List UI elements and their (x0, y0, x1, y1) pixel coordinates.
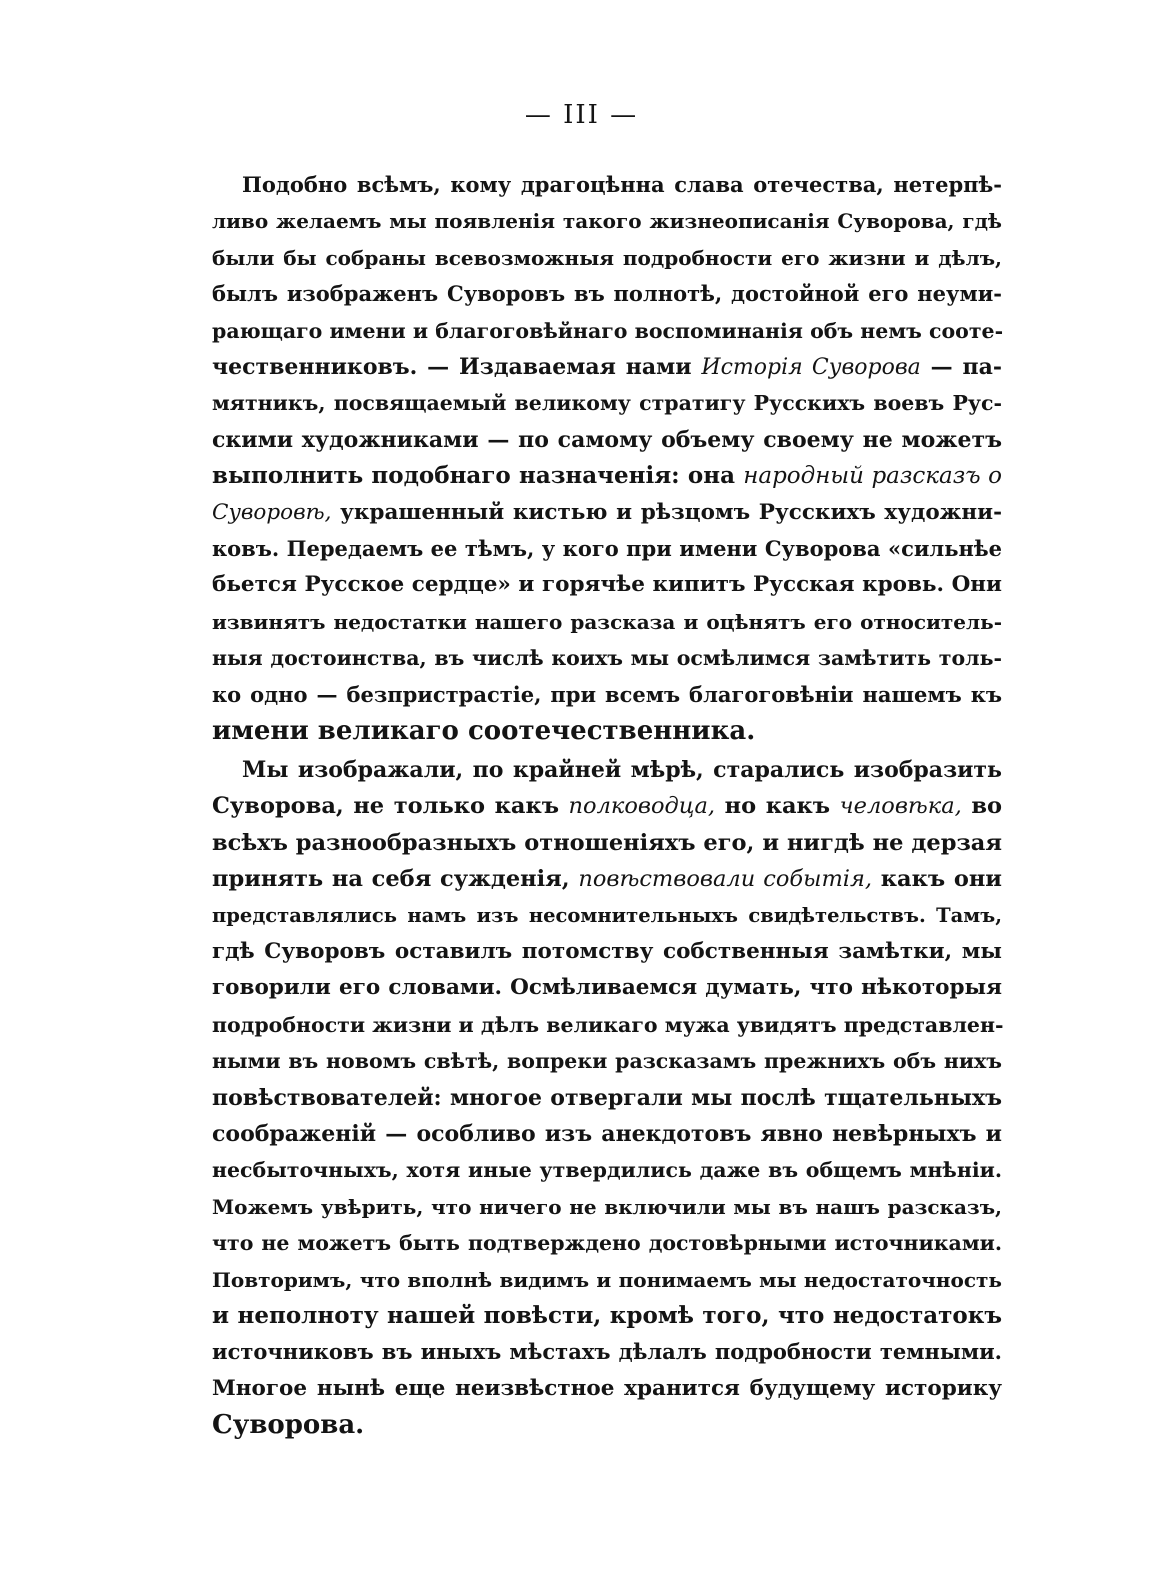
text-line (212, 312, 1002, 350)
text-segment: и неполноту нашей повѣсти, кромѣ того, что недостатокъ (212, 1302, 1002, 1329)
text-segment: имени великаго соотечественника. (212, 716, 756, 746)
text-segment: представлялись намъ изъ несомнительныхъ свидѣтельствъ. Тамъ, (212, 903, 1002, 927)
text-line (212, 1370, 1002, 1408)
text-line (212, 530, 1002, 568)
text-segment: ковъ. Передаемъ ее тѣмъ, у кого при имени Суворова «сильнѣе (212, 536, 1002, 561)
text-segment: ко одно — безпристрастіе, при всемъ благоговѣніи нашемъ къ (212, 681, 1002, 707)
text-line (212, 457, 1002, 495)
text-segment: чественниковъ. — Издаваемая нами (212, 354, 702, 380)
italic-phrase: Суворовѣ, (212, 499, 332, 525)
text-segment: Суворова, не только какъ (212, 793, 569, 820)
text-line (212, 1079, 1002, 1117)
text-line (212, 712, 1002, 750)
text-segment: какъ они (872, 866, 1002, 893)
text-segment: гдѣ Суворовъ оставилъ потомству собственныя замѣтки, мы (212, 939, 1002, 964)
text-line (212, 202, 1002, 240)
text-line (212, 933, 1002, 971)
text-line (212, 824, 1002, 862)
text-line (212, 1188, 1002, 1226)
text-segment: скими художниками — по самому объему своему не можетъ (212, 426, 1002, 453)
text-line (212, 1297, 1002, 1335)
text-segment: несбыточныхъ, хотя иные утвердились даже въ общемъ мнѣніи. (212, 1158, 1002, 1183)
text-line (212, 1151, 1002, 1189)
text-line (212, 348, 1002, 386)
italic-phrase: повѣствовали событія, (578, 866, 873, 893)
text-segment: Суворова. (212, 1410, 365, 1441)
text-segment: Мы изображали, по крайней мѣрѣ, старались изобразить (242, 757, 1002, 783)
text-segment: были бы собраны всевозможныя подробности его жизни и дѣлъ, (212, 245, 1002, 270)
text-line (212, 1224, 1002, 1262)
text-line (242, 166, 1002, 204)
text-line (212, 1042, 1002, 1080)
text-line (212, 787, 1002, 825)
text-line (212, 969, 1002, 1007)
italic-phrase: полководца, (568, 793, 716, 820)
text-segment: Можемъ увѣрить, что ничего не включили мы въ нашъ разсказъ, (212, 1194, 1002, 1219)
text-line (212, 384, 1002, 422)
text-segment: Подобно всѣмъ, кому драгоцѣнна слава отечества, нетерпѣ- (242, 172, 1002, 197)
text-segment: но какъ (715, 793, 840, 820)
text-segment: извинятъ недостатки нашего разсказа и оцѣнятъ его относитель- (212, 609, 1002, 634)
text-segment: ными въ новомъ свѣтѣ, вопреки разсказамъ прежнихъ объ нихъ (212, 1049, 1002, 1074)
italic-phrase: Исторія Суворова (701, 355, 921, 380)
text-segment: Многое нынѣ еще неизвѣстное хранится будущему историку (212, 1375, 1002, 1401)
text-segment: украшенный кистью и рѣзцомъ Русскихъ художни- (331, 499, 1002, 525)
text-line (212, 639, 1002, 677)
italic-phrase: человѣка, (839, 793, 962, 820)
text-line (212, 494, 1002, 532)
text-segment: рающаго имени и благоговѣйнаго воспоминанія объ немъ соотe- (212, 318, 1004, 343)
text-line (212, 860, 1002, 898)
text-line (212, 239, 1002, 277)
text-segment: во (961, 793, 1003, 820)
text-line (212, 421, 1002, 459)
text-segment: выполнить подобнаго назначенія: она (212, 462, 744, 490)
text-segment: Повторимъ, что вполнѣ видимъ и понимаемъ мы недостаточность (212, 1267, 1002, 1292)
text-line (212, 676, 1002, 714)
text-segment: источниковъ въ иныхъ мѣстахъ дѣлалъ подробности темными. (212, 1339, 1002, 1365)
text-segment: ливо желаемъ мы появленія такого жизнеописанія Суворова, гдѣ (212, 209, 1002, 234)
text-segment: всѣхъ разнообразныхъ отношеніяхъ его, и нигдѣ не дерзая (212, 829, 1002, 856)
text-line (212, 275, 1002, 313)
text-segment: принять на себя сужденія, (212, 866, 579, 893)
text-segment: бьется Русское сердце» и горячѣе кипитъ Русская кровь. Они (212, 572, 1002, 598)
text-line (212, 897, 1002, 935)
text-segment: что не можетъ быть подтверждено достовѣрными источниками. (212, 1231, 1002, 1256)
text-line (212, 603, 1002, 641)
text-segment: говорили его словами. Осмѣливаемся думать, что нѣкоторыя (212, 975, 1002, 1001)
text-line (212, 1006, 1002, 1044)
text-segment: соображеній — особливо изъ анекдотовъ явно невѣрныхъ и (212, 1121, 1002, 1147)
text-segment: мятникъ, посвящаемый великому стратигу Русскихъ воевъ Рус- (212, 391, 1002, 416)
text-line (212, 1261, 1002, 1299)
text-segment: — па- (920, 354, 1003, 380)
text-segment: былъ изображенъ Суворовъ въ полнотѣ, достойной его неуми- (212, 281, 1002, 307)
text-line (212, 1406, 1002, 1444)
italic-phrase: народный разсказъ о (743, 463, 1002, 490)
text-segment: подробности жизни и дѣлъ великаго мужа увидятъ представлен- (212, 1012, 1004, 1037)
text-line (212, 1115, 1002, 1153)
text-line (212, 566, 1002, 604)
text-line (212, 1333, 1002, 1371)
text-segment: повѣствователей: многое отвергали мы послѣ тщательныхъ (212, 1084, 1002, 1111)
text-line (242, 751, 1002, 789)
text-segment: ныя достоинства, въ числѣ коихъ мы осмѣлимся замѣтить толь- (212, 646, 1002, 671)
page-number: — III — (524, 100, 639, 130)
